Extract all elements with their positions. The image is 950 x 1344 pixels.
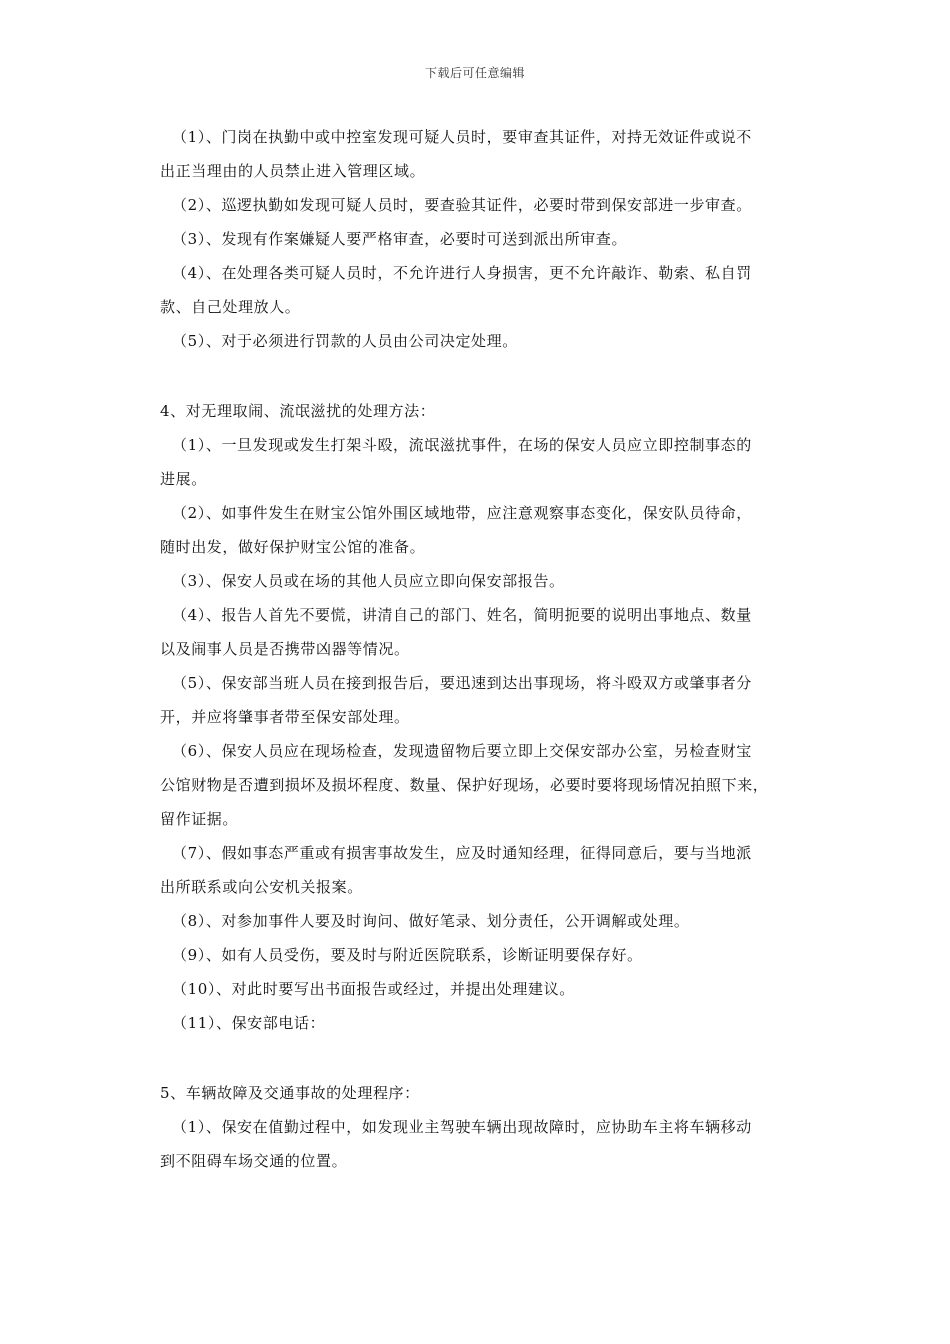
paragraph-line: （7）、假如事态严重或有损害事故发生，应及时通知经理，征得同意后，要与当地派 [172,844,752,862]
paragraph-line: 以及闹事人员是否携带凶器等情况。 [160,640,410,658]
paragraph-line: 出所联系或向公安机关报案。 [160,878,363,896]
paragraph-line: （8）、对参加事件人要及时询问、做好笔录、划分责任，公开调解或处理。 [172,912,690,930]
paragraph-line: （3）、保安人员或在场的其他人员应立即向保安部报告。 [172,572,565,590]
paragraph-line: 随时出发，做好保护财宝公馆的准备。 [160,538,426,556]
paragraph-line: （9）、如有人员受伤，要及时与附近医院联系，诊断证明要保存好。 [172,946,643,964]
paragraph-line: （2）、巡逻执勤如发现可疑人员时，要查验其证件，必要时带到保安部进一步审查。 [172,196,752,214]
section-gap [160,358,820,394]
paragraph-line: （2）、如事件发生在财宝公馆外围区域地带，应注意观察事态变化，保安队员待命， [172,504,752,522]
paragraph-line: （11）、保安部电话： [172,1014,326,1032]
paragraph-line: （5）、保安部当班人员在接到报告后，要迅速到达出事现场，将斗殴双方或肇事者分 [172,674,752,692]
section-5 [160,1076,820,1178]
paragraph-line: 进展。 [160,470,207,488]
paragraph-line: （1）、保安在值勤过程中，如发现业主驾驶车辆出现故障时，应协助车主将车辆移动 [172,1118,752,1136]
section-suspicious-persons [160,120,820,358]
paragraph-line: （1）、门岗在执勤中或中控室发现可疑人员时，要审查其证件，对持无效证件或说不 [172,128,752,146]
paragraph-line: 出正当理由的人员禁止进入管理区域。 [160,162,426,180]
paragraph-line: （3）、发现有作案嫌疑人要严格审查，必要时可送到派出所审查。 [172,230,628,248]
paragraph-line: （1）、一旦发现或发生打架斗殴，流氓滋扰事件，在场的保安人员应立即控制事态的 [172,436,752,454]
section-4 [160,394,820,1040]
paragraph-line: （10）、对此时要写出书面报告或经过，并提出处理建议。 [172,980,575,998]
document-body [160,120,820,1178]
paragraph-line: 开，并应将肇事者带至保安部处理。 [160,708,410,726]
paragraph-line: （5）、对于必须进行罚款的人员由公司决定处理。 [172,332,518,350]
paragraph-line: （6）、保安人员应在现场检查，发现遗留物后要立即上交保安部办公室，另检查财宝 [172,742,752,760]
paragraph-line: （4）、报告人首先不要慌，讲清自己的部门、姓名，简明扼要的说明出事地点、数量 [172,606,752,624]
section-heading: 4、对无理取闹、流氓滋扰的处理方法： [160,402,436,420]
section-gap [160,1040,820,1076]
section-heading: 5、车辆故障及交通事故的处理程序： [160,1084,420,1102]
page-header: 下载后可任意编辑 [424,66,525,80]
paragraph-line: 到不阻碍车场交通的位置。 [160,1152,348,1170]
paragraph-line: 款、自己处理放人。 [160,298,301,316]
paragraph-line: 公馆财物是否遭到损坏及损坏程度、数量、保护好现场，必要时要将现场情况拍照下来， [160,776,769,794]
paragraph-line: 留作证据。 [160,810,239,828]
paragraph-line: （4）、在处理各类可疑人员时，不允许进行人身损害，更不允许敲诈、勒索、私自罚 [172,264,752,282]
